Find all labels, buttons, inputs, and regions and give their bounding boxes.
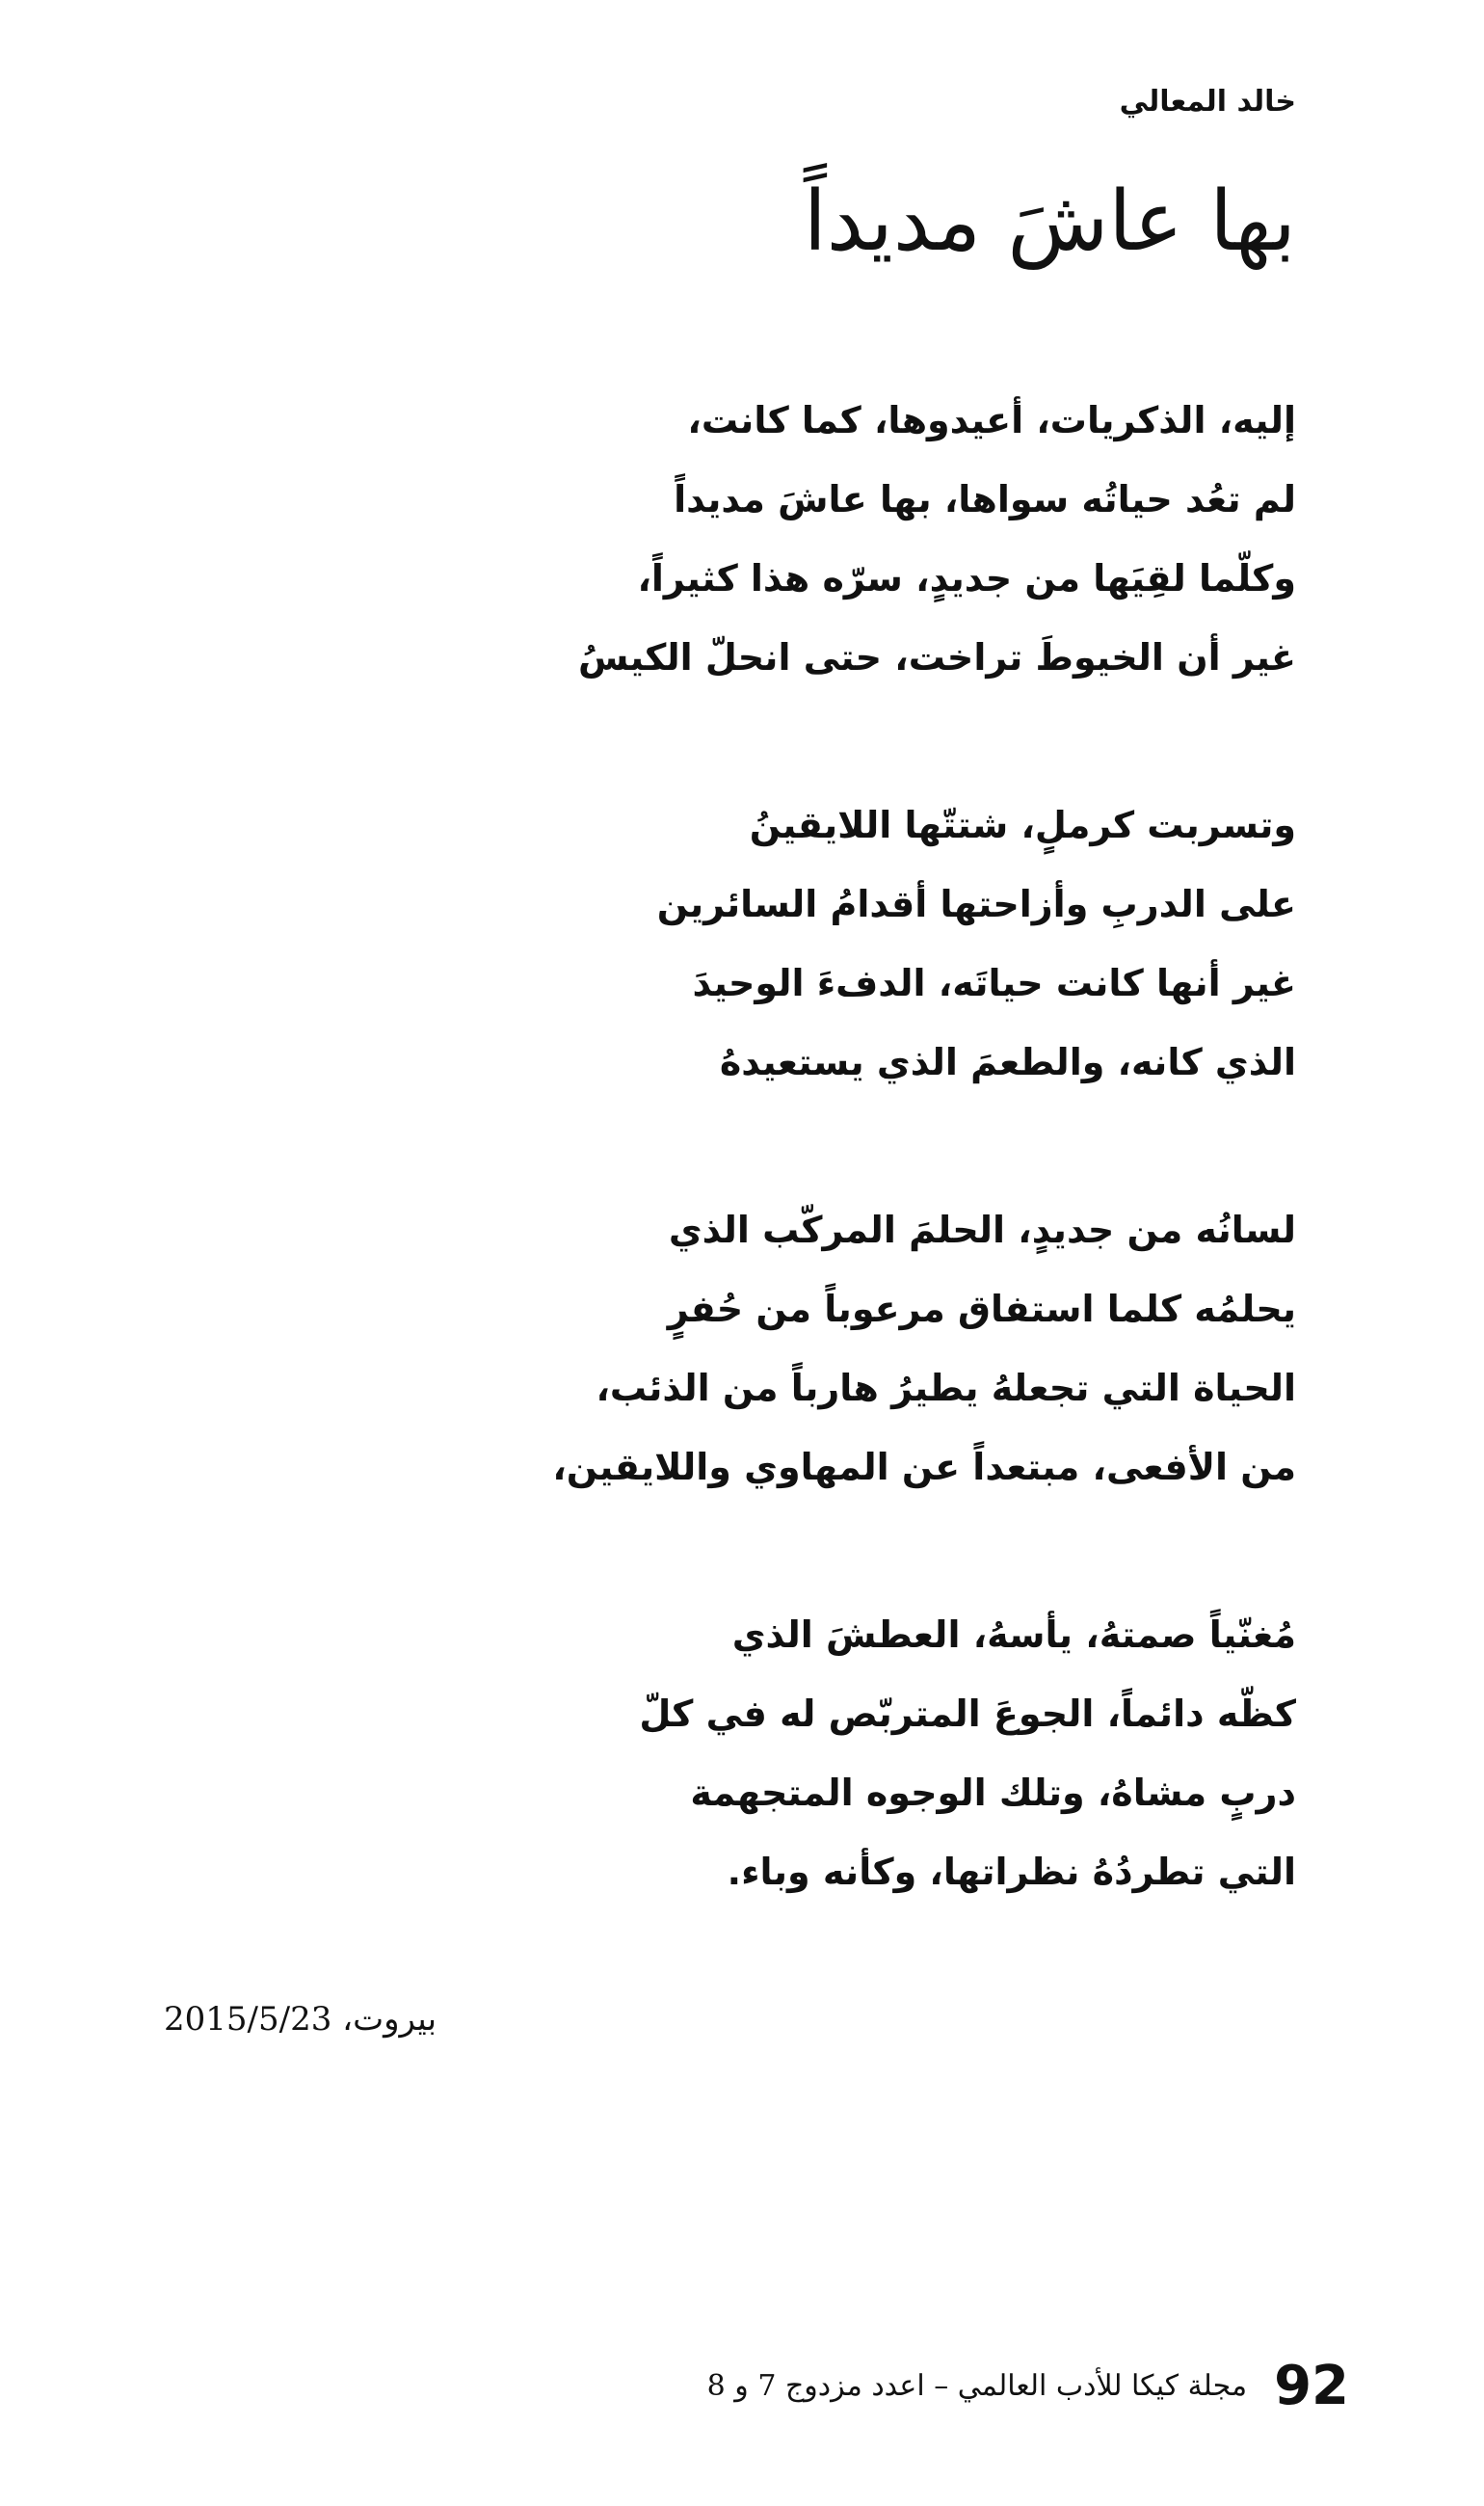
poem-title: بها عاشَ مديداً [803,173,1296,270]
poem-line: الذي كانه، والطعمَ الذي يستعيدهُ [719,1041,1296,1083]
stanza [429,786,1296,1102]
poem-line: مُغنّياً صمتهُ، يأسهُ، العطشَ الذي [731,1613,1296,1656]
poem-line: على الدربِ وأزاحتها أقدامُ السائرين [656,883,1296,925]
place-date-signoff: بيروت، 2015/5/23 [164,2000,437,2039]
poem-line: من الأفعى، مبتعداً عن المهاوي واللايقين، [552,1446,1296,1488]
poem-line: دربٍ مشاهُ، وتلك الوجوه المتجهمة [690,1772,1296,1814]
poem-line: غير أنها كانت حياتَه، الدفءَ الوحيدَ [692,962,1296,1004]
page-footer [655,2352,1349,2419]
poem-line: التي تطردُهُ نظراتها، وكأنه وباء. [727,1851,1296,1893]
author-name: خالد المعالي [1119,85,1296,119]
stanza [429,1595,1296,1911]
stanza [429,381,1296,697]
stanza [429,1190,1296,1506]
journal-name: مجلة كيكا للأدب العالمي – اعدد مزدوج 7 و 8 [706,2368,1248,2403]
poem-line: كظّه دائماً، الجوعَ المتربّص له في كلّ [639,1693,1296,1735]
poem-line: الحياة التي تجعلهُ يطيرُ هارباً من الذئب، [596,1367,1296,1409]
poem-line: لسانُه من جديدٍ، الحلمَ المركّب الذي [668,1209,1296,1251]
poem-line: وتسربت كرملٍ، شتتّها اللايقينُ [749,804,1296,846]
poem-line: غير أن الخيوطَ تراخت، حتى انحلّ الكيسُ [578,636,1296,679]
poem-line: لم تعُد حياتُه سواها، بها عاشَ مديداً [674,478,1296,520]
page-number: 92 [1274,2354,1349,2417]
poem-line: إليه، الذكريات، أعيدوها، كما كانت، [687,399,1296,441]
poem-line: يحلمُه كلما استفاق مرعوباً من حُفرٍ [667,1288,1296,1330]
poem-body [429,381,1296,2000]
poem-line: وكلّما لقِيَها من جديدٍ، سرّه هذا كثيراً، [637,557,1296,600]
